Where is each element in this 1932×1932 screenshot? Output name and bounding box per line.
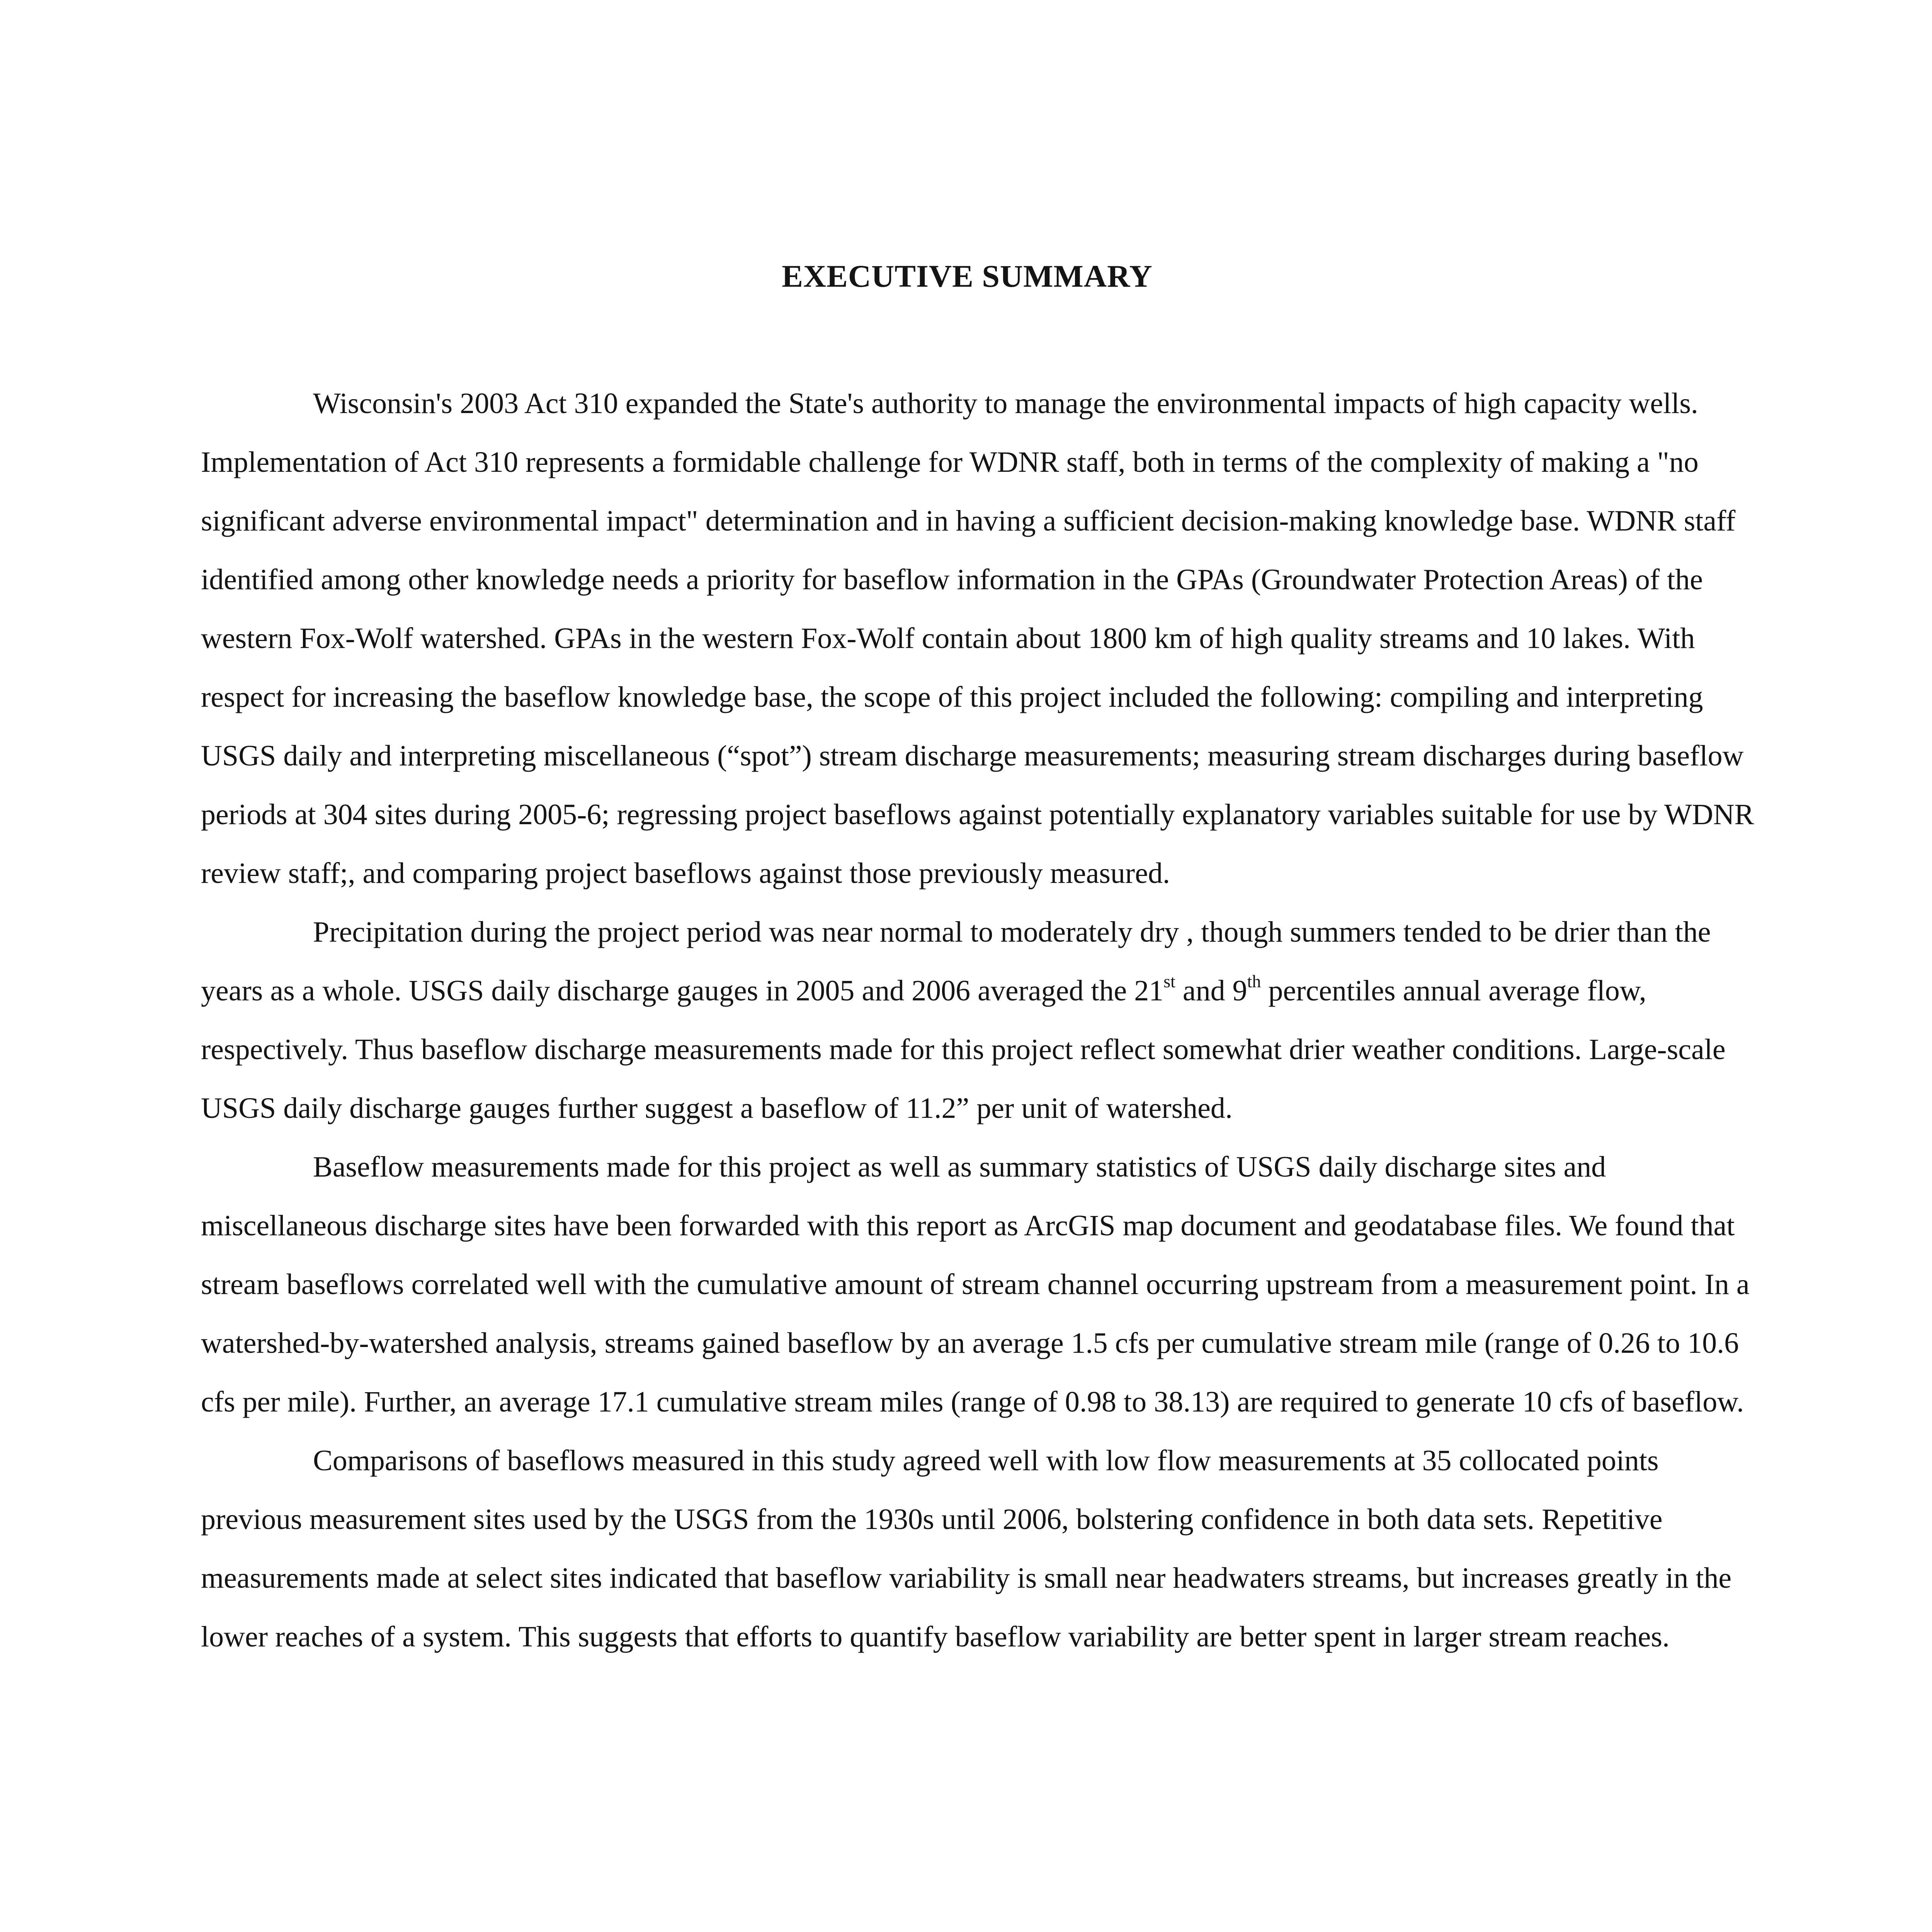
page-title: EXECUTIVE SUMMARY xyxy=(782,259,1153,294)
paragraph-baseflow-measurements: Baseflow measurements made for this project as well as summary statistics of USGS daily discharge sites and miscellaneous discharge sites have been forwarded with this report as ArcGIS map document and geodatabase files. We found that stream baseflows correlated well with the cumulative amount of stream channel occurring upstream from a measurement point. In a watershed-by-watershed analysis, streams gained baseflow by an average 1.5 cfs per cumulative stream mile (range of 0.26 to 10.6 cfs per mile). Further, an average 17.1 cumulative stream miles (range of 0.98 to 38.13) are required to generate 10 cfs of baseflow. xyxy=(201,1151,1750,1418)
ordinal-superscript-th: th xyxy=(1247,971,1261,991)
paragraph-act-310: Wisconsin's 2003 Act 310 expanded the State's authority to manage the environmental impacts of high capacity wells. Implementation of Act 310 represents a formidable challenge for WDNR staff, both in terms of the complexity of making a "no significant adverse environmental impact" determination and in having a sufficient decision-making knowledge base. WDNR staff identified among other knowledge needs a priority for baseflow information in the GPAs (Groundwater Protection Areas) of the western Fox-Wolf watershed. GPAs in the western Fox-Wolf contain about 1800 km of high quality streams and 10 lakes. With respect for increasing the baseflow knowledge base, the scope of this project included the following: compiling and interpreting USGS daily and interpreting miscellaneous (“spot”) stream discharge measurements; measuring stream discharges during baseflow periods at 304 sites during 2005-6; regressing project baseflows against potentially explanatory variables suitable for use by WDNR review staff;, and comparing project baseflows against those previously measured. xyxy=(201,387,1754,889)
paragraph-precipitation-text-2: and 9 xyxy=(1175,975,1247,1007)
paragraph-precipitation-text-3: percentiles annual average flow, respectively. Thus baseflow discharge measurements made for this project reflect somewhat drier weather conditions. Large-scale USGS daily discharge gauges further suggest a baseflow of 11.2” per unit of watershed. xyxy=(201,975,1726,1124)
ordinal-superscript-st: st xyxy=(1163,971,1175,991)
paragraph-precipitation-text-1: Precipitation during the project period was near normal to moderately dry , though summers tended to be drier than the years as a whole. USGS daily discharge gauges in 2005 and 2006 averaged the 21 xyxy=(201,916,1711,1007)
paragraph-comparisons: Comparisons of baseflows measured in this study agreed well with low flow measurements at 35 collocated points previous measurement sites used by the USGS from the 1930s until 2006, bolstering confidence in both data sets. Repetitive measurements made at select sites indicated that baseflow variability is small near headwaters streams, but increases greatly in the lower reaches of a system. This suggests that efforts to quantify baseflow variability are better spent in larger stream reaches. xyxy=(201,1444,1732,1653)
document-body xyxy=(201,374,1758,1666)
paragraph-precipitation xyxy=(201,903,1758,1138)
